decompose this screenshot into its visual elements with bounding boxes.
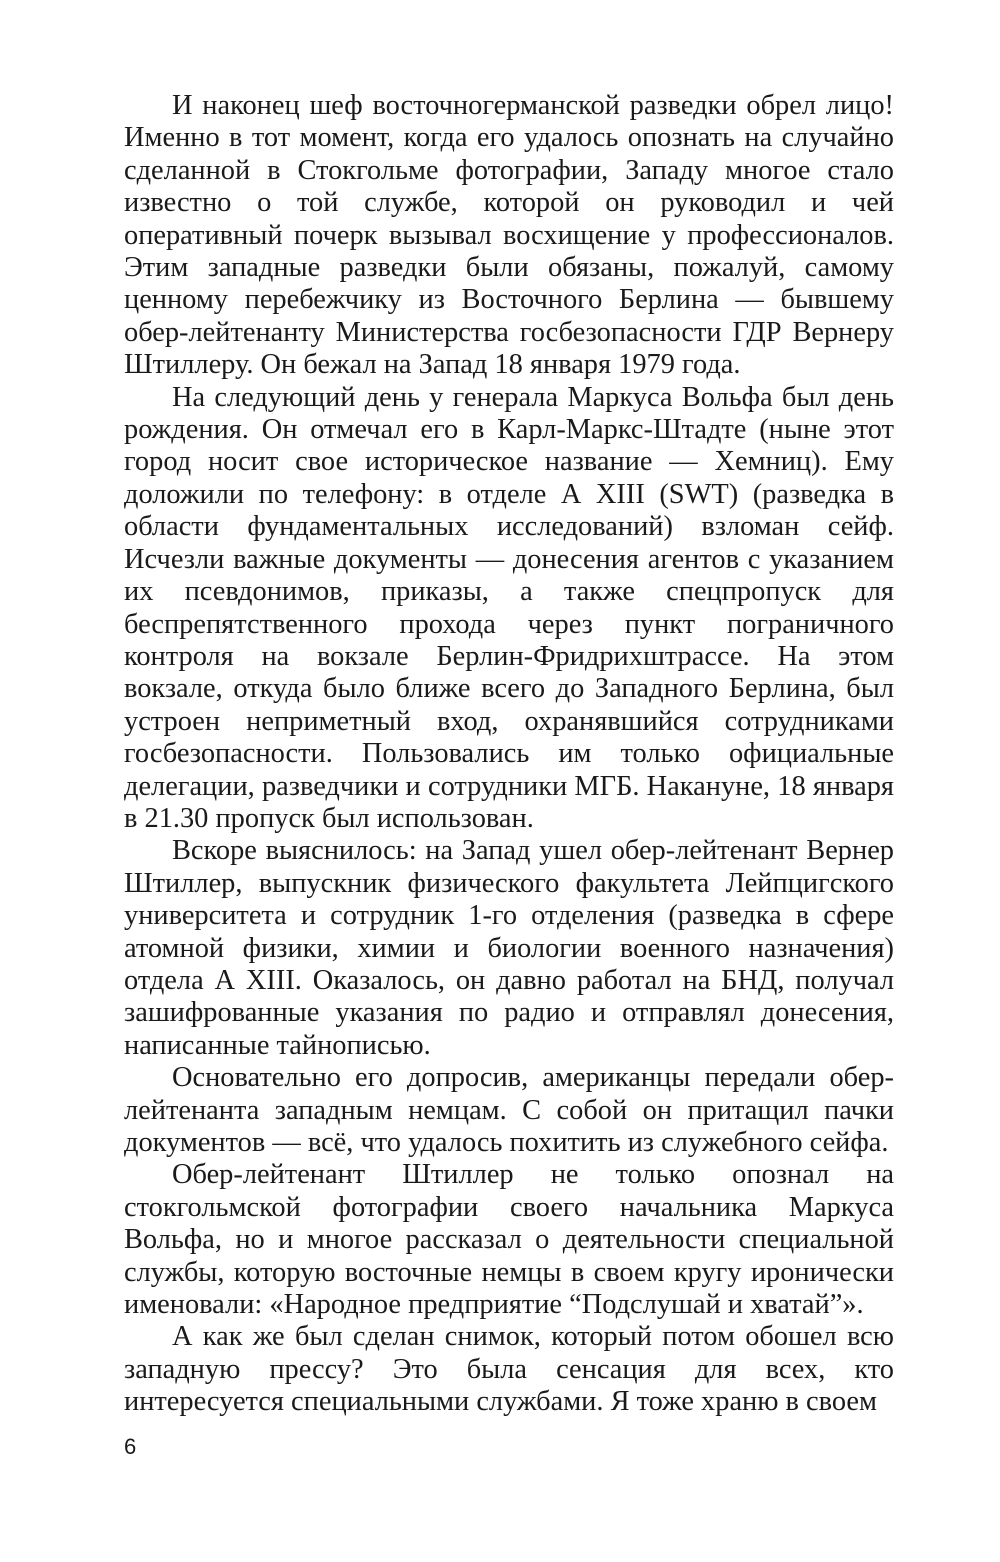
paragraph: Основательно его допросив, американцы передали обер-лейтенанта западным немцам. С собой он притащил пачки документов — всё, что удалось похитить из служебного сейфа. — [124, 1062, 894, 1158]
page-body — [124, 90, 894, 1419]
paragraph: И наконец шеф восточногерманской разведки обрел лицо! Именно в тот момент, когда его удалось опознать на случайно сделанной в Стокгольме фотографии, Западу многое стало известно о той службе, которой он руководил и чей оперативный почерк вызывал восхищение у профессионалов. Этим западные разведки были обязаны, пожалуй, самому ценному перебежчику из Восточного Берлина — бывшему обер-лейтенанту Министерства госбезопасности ГДР Вернеру Штиллеру. Он бежал на Запад 18 января 1979 года. — [124, 90, 894, 381]
page-number: 6 — [124, 1434, 137, 1459]
paragraph: Обер-лейтенант Штиллер не только опознал на стокгольмской фотографии своего начальника Маркуса Вольфа, но и многое рассказал о деятельности специальной службы, которую восточные немцы в своем кругу иронически именовали: «Народное предприятие “Подслушай и хватай”». — [124, 1159, 894, 1321]
paragraph: Вскоре выяснилось: на Запад ушел обер-лейтенант Вернер Штиллер, выпускник физического факультета Лейпцигского университета и сотрудник 1-го отделения (разведка в сфере атомной физики, химии и биологии военного назначения) отдела А XIII. Оказалось, он давно работал на БНД, получал зашифрованные указания по радио и отправлял донесения, написанные тайнописью. — [124, 835, 894, 1061]
paragraph: А как же был сделан снимок, который потом обошел всю западную прессу? Это была сенсация для всех, кто интересуется специальными службами. Я тоже храню в своем — [124, 1321, 894, 1418]
paragraph: На следующий день у генерала Маркуса Вольфа был день рождения. Он отмечал его в Карл-Маркс-Штадте (ныне этот город носит свое историческое название — Хемниц). Ему доложили по телефону: в отделе А XIII (SWT) (разведка в области фундаментальных исследований) взломан сейф. Исчезли важные документы — донесения агентов с указанием их псевдонимов, приказы, а также спецпропуск для беспрепятственного прохода через пункт пограничного контроля на вокзале Берлин-Фридрихштрассе. На этом вокзале, откуда было ближе всего до Западного Берлина, был устроен неприметный вход, охранявшийся сотрудниками госбезопасности. Пользовались им только официальные делегации, разведчики и сотрудники МГБ. Накануне, 18 января в 21.30 пропуск был использован. — [124, 381, 894, 834]
